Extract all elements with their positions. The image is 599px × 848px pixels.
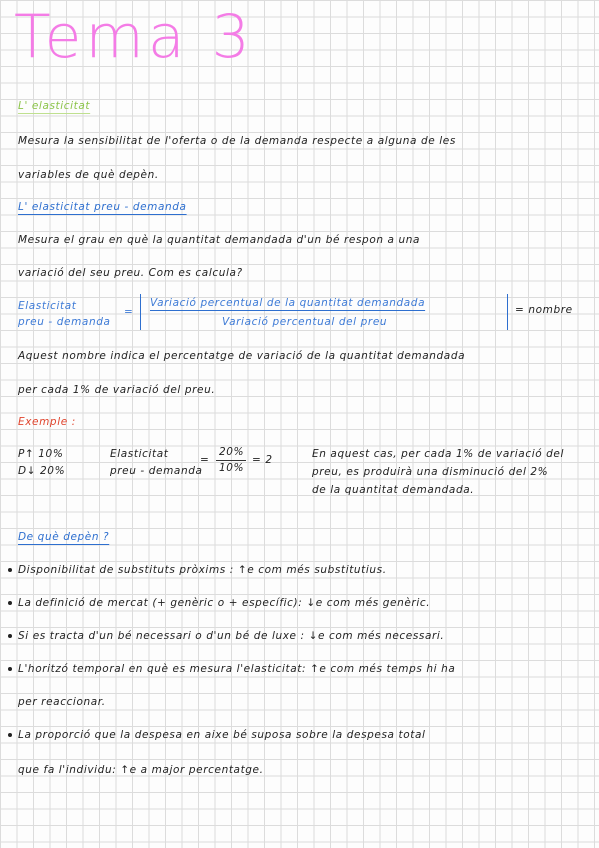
bullet-dot: [8, 733, 12, 737]
formula-denominator: Variació percentual del preu: [222, 316, 388, 328]
example-comment-line: En aquest cas, per cada 1% de variació del: [312, 448, 565, 460]
example-demand-change: D↓ 20%: [18, 465, 66, 477]
list-item: [8, 663, 455, 675]
section-heading-elasticitat: L' elasticitat: [18, 100, 91, 112]
formula-left-line2: preu - demanda: [18, 316, 111, 328]
list-item: [8, 729, 426, 741]
list-item: [8, 597, 430, 609]
formula-result: = nombre: [515, 304, 573, 316]
paragraph-line: variació del seu preu. Com es calcula?: [18, 267, 243, 279]
list-item-text: L'horitzó temporal en què es mesura l'elasticitat: ↑e com més temps hi ha: [18, 663, 456, 675]
formula-bracket-left: [140, 294, 141, 330]
example-result: = 2: [252, 454, 273, 466]
list-item-continuation: per reaccionar.: [18, 696, 106, 708]
paragraph-line: Mesura el grau en què la quantitat demandada d'un bé respon a una: [18, 234, 421, 246]
formula-numerator: Variació percentual de la quantitat demandada: [150, 297, 426, 309]
bullet-dot: [8, 667, 12, 671]
formula-left-line1: Elasticitat: [18, 300, 77, 312]
list-item: [8, 630, 444, 642]
paragraph-line: Aquest nombre indica el percentatge de variació de la quantitat demandada: [18, 350, 466, 362]
example-label: Exemple :: [18, 416, 76, 428]
list-item-text: La definició de mercat (+ genèric o + específic): ↓e com més genèric.: [18, 597, 431, 609]
section-heading-de-que-depen: De què depèn ?: [18, 531, 110, 543]
bullet-dot: [8, 634, 12, 638]
example-fraction-line: [216, 460, 246, 461]
list-item-text: Disponibilitat de substituts pròxims : ↑e com més substitutius.: [18, 564, 387, 576]
paragraph-line: per cada 1% de variació del preu.: [18, 384, 216, 396]
paragraph-line: variables de què depèn.: [18, 169, 159, 181]
example-comment-line: preu, es produirà una disminució del 2%: [312, 466, 549, 478]
formula-bracket-right: [507, 294, 508, 330]
list-item-text: La proporció que la despesa en aixe bé suposa sobre la despesa total: [18, 729, 426, 741]
list-item-continuation: que fa l'individu: ↑e a major percentatge.: [18, 764, 264, 776]
page-title: Tema 3: [14, 2, 254, 72]
example-equals: =: [200, 454, 210, 466]
example-elasticity-line2: preu - demanda: [110, 465, 203, 477]
paragraph-line: Mesura la sensibilitat de l'oferta o de la demanda respecte a alguna de les: [18, 135, 456, 147]
list-item: [8, 564, 387, 576]
list-item-text: Si es tracta d'un bé necessari o d'un bé de luxe : ↓e com més necessari.: [18, 630, 445, 642]
example-price-change: P↑ 10%: [18, 448, 64, 460]
section-heading-preu-demanda: L' elasticitat preu - demanda: [18, 201, 187, 213]
example-numerator: 20%: [219, 446, 245, 458]
bullet-dot: [8, 601, 12, 605]
bullet-dot: [8, 568, 12, 572]
example-comment-line: de la quantitat demandada.: [312, 484, 475, 496]
example-elasticity-line1: Elasticitat: [110, 448, 169, 460]
formula-equals: =: [124, 306, 134, 318]
example-denominator: 10%: [219, 462, 245, 474]
